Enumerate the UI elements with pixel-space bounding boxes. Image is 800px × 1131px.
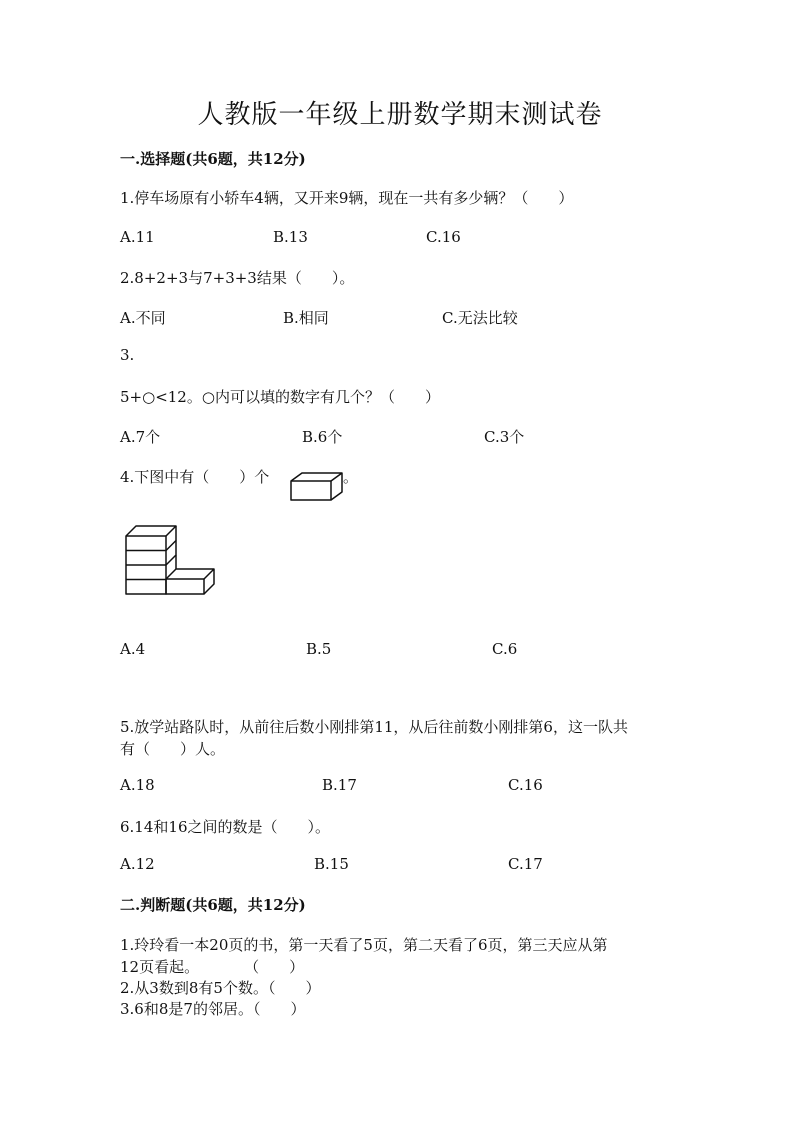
q3-option-c: C.3个 [484, 428, 525, 446]
question-4-end: 。 [343, 468, 359, 486]
q6-option-a: A.12 [120, 855, 155, 873]
cuboid-icon [290, 472, 344, 502]
judgment-item-2: 2.从3数到8有5个数。（ ） [120, 979, 321, 997]
question-3-number: 3. [120, 346, 135, 364]
q1-option-b: B.13 [273, 228, 308, 246]
q5-option-c: C.16 [508, 776, 543, 794]
section-heading-judgment: 二.判断题(共6题，共12分) [120, 896, 306, 914]
judgment-item-1-line-2: 12页看起。 （ ） [120, 958, 305, 976]
q2-option-c: C.无法比较 [442, 309, 518, 327]
q4-option-b: B.5 [306, 640, 332, 658]
q2-option-a: A.不同 [120, 309, 166, 327]
question-5-line-1: 5.放学站路队时，从前往后数小刚排第11，从后往前数小刚排第6，这一队共 [120, 718, 628, 736]
question-5-line-2: 有（ ）人。 [120, 740, 226, 758]
question-2: 2.8+2+3与7+3+3结果（ ）。 [120, 269, 355, 287]
page-title: 人教版一年级上册数学期末测试卷 [197, 100, 603, 130]
section-heading-choice: 一.选择题(共6题，共12分) [120, 150, 306, 168]
q5-option-a: A.18 [120, 776, 155, 794]
q5-option-b: B.17 [322, 776, 357, 794]
question-4: 4.下图中有（ ）个 [120, 468, 270, 486]
question-6: 6.14和16之间的数是（ ）。 [120, 818, 330, 836]
judgment-item-3: 3.6和8是7的邻居。（ ） [120, 1000, 306, 1018]
q1-option-c: C.16 [426, 228, 461, 246]
stacked-cuboids-figure [124, 524, 216, 596]
q6-option-c: C.17 [508, 855, 543, 873]
q4-option-c: C.6 [492, 640, 518, 658]
judgment-item-1-line-1: 1.玲玲看一本20页的书，第一天看了5页，第二天看了6页，第三天应从第 [120, 936, 608, 954]
q1-option-a: A.11 [120, 228, 155, 246]
q3-option-a: A.7个 [120, 428, 161, 446]
question-3: 5+○<12。○内可以填的数字有几个？（ ） [120, 388, 440, 406]
q6-option-b: B.15 [314, 855, 349, 873]
q2-option-b: B.相同 [283, 309, 329, 327]
q3-option-b: B.6个 [302, 428, 343, 446]
question-1: 1.停车场原有小轿车4辆，又开来9辆，现在一共有多少辆？（ ） [120, 189, 574, 207]
q4-option-a: A.4 [120, 640, 146, 658]
